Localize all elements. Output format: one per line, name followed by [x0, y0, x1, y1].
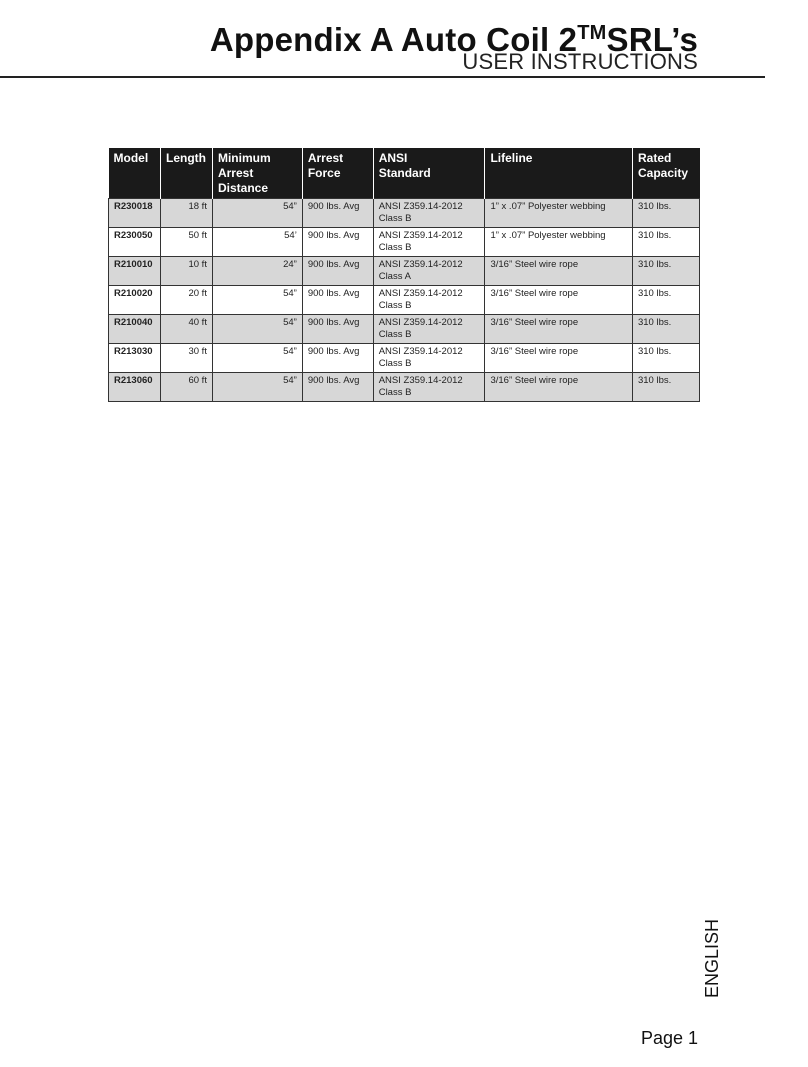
cell-distance: 54”: [212, 373, 302, 402]
header-distance: Minimum Arrest Distance: [212, 148, 302, 199]
cell-capacity: 310 lbs.: [632, 199, 699, 228]
cell-distance: 54’: [212, 228, 302, 257]
cell-capacity: 310 lbs.: [632, 373, 699, 402]
cell-length: 10 ft: [160, 257, 212, 286]
cell-distance: 54”: [212, 344, 302, 373]
cell-model: R230018: [109, 199, 161, 228]
header-length: Length: [160, 148, 212, 199]
table-row: [109, 286, 700, 315]
title-tail: SRL’s: [606, 21, 698, 58]
cell-capacity: 310 lbs.: [632, 228, 699, 257]
cell-model: R213030: [109, 344, 161, 373]
cell-model: R210010: [109, 257, 161, 286]
cell-model: R230050: [109, 228, 161, 257]
cell-lifeline: 3/16” Steel wire rope: [485, 373, 633, 402]
title-main: Appendix A Auto Coil 2: [209, 21, 578, 58]
header-standard: ANSI Standard: [373, 148, 485, 199]
cell-lifeline: 3/16” Steel wire rope: [485, 257, 633, 286]
cell-length: 50 ft: [160, 228, 212, 257]
trademark-mark: TM: [577, 22, 607, 44]
cell-length: 18 ft: [160, 199, 212, 228]
cell-distance: 54”: [212, 315, 302, 344]
spec-table: [108, 148, 700, 402]
page-subtitle: USER INSTRUCTIONS: [462, 49, 698, 74]
cell-length: 20 ft: [160, 286, 212, 315]
cell-force: 900 lbs. Avg: [302, 286, 373, 315]
cell-capacity: 310 lbs.: [632, 344, 699, 373]
table-row: [109, 315, 700, 344]
table-row: [109, 228, 700, 257]
cell-distance: 54”: [212, 286, 302, 315]
cell-force: 900 lbs. Avg: [302, 228, 373, 257]
cell-model: R210020: [109, 286, 161, 315]
cell-standard: ANSI Z359.14-2012 Class B: [373, 315, 485, 344]
cell-capacity: 310 lbs.: [632, 257, 699, 286]
cell-force: 900 lbs. Avg: [302, 315, 373, 344]
cell-lifeline: 1” x .07” Polyester webbing: [485, 228, 633, 257]
header-divider: [0, 76, 765, 78]
table-row: [109, 373, 700, 402]
cell-length: 40 ft: [160, 315, 212, 344]
cell-lifeline: 1” x .07” Polyester webbing: [485, 199, 633, 228]
cell-lifeline: 3/16” Steel wire rope: [485, 286, 633, 315]
cell-standard: ANSI Z359.14-2012 Class B: [373, 286, 485, 315]
cell-force: 900 lbs. Avg: [302, 373, 373, 402]
cell-length: 30 ft: [160, 344, 212, 373]
page-number: Page 1: [640, 1028, 698, 1048]
cell-lifeline: 3/16” Steel wire rope: [485, 315, 633, 344]
header-capacity: Rated Capacity: [632, 148, 699, 199]
cell-standard: ANSI Z359.14-2012 Class B: [373, 344, 485, 373]
table-row: [109, 199, 700, 228]
cell-model: R210040: [109, 315, 161, 344]
cell-distance: 24”: [212, 257, 302, 286]
cell-length: 60 ft: [160, 373, 212, 402]
cell-capacity: 310 lbs.: [632, 315, 699, 344]
cell-standard: ANSI Z359.14-2012 Class A: [373, 257, 485, 286]
cell-force: 900 lbs. Avg: [302, 344, 373, 373]
cell-capacity: 310 lbs.: [632, 286, 699, 315]
cell-model: R213060: [109, 373, 161, 402]
cell-standard: ANSI Z359.14-2012 Class B: [373, 228, 485, 257]
table-row: [109, 344, 700, 373]
cell-force: 900 lbs. Avg: [302, 257, 373, 286]
cell-distance: 54”: [212, 199, 302, 228]
header-lifeline: Lifeline: [485, 148, 633, 199]
table-header-row: [109, 148, 700, 199]
header-model: Model: [109, 148, 161, 199]
table-row: [109, 257, 700, 286]
language-label: ENGLISH: [702, 918, 722, 998]
cell-force: 900 lbs. Avg: [302, 199, 373, 228]
cell-lifeline: 3/16” Steel wire rope: [485, 344, 633, 373]
cell-standard: ANSI Z359.14-2012 Class B: [373, 199, 485, 228]
header-force: Arrest Force: [302, 148, 373, 199]
cell-standard: ANSI Z359.14-2012 Class B: [373, 373, 485, 402]
